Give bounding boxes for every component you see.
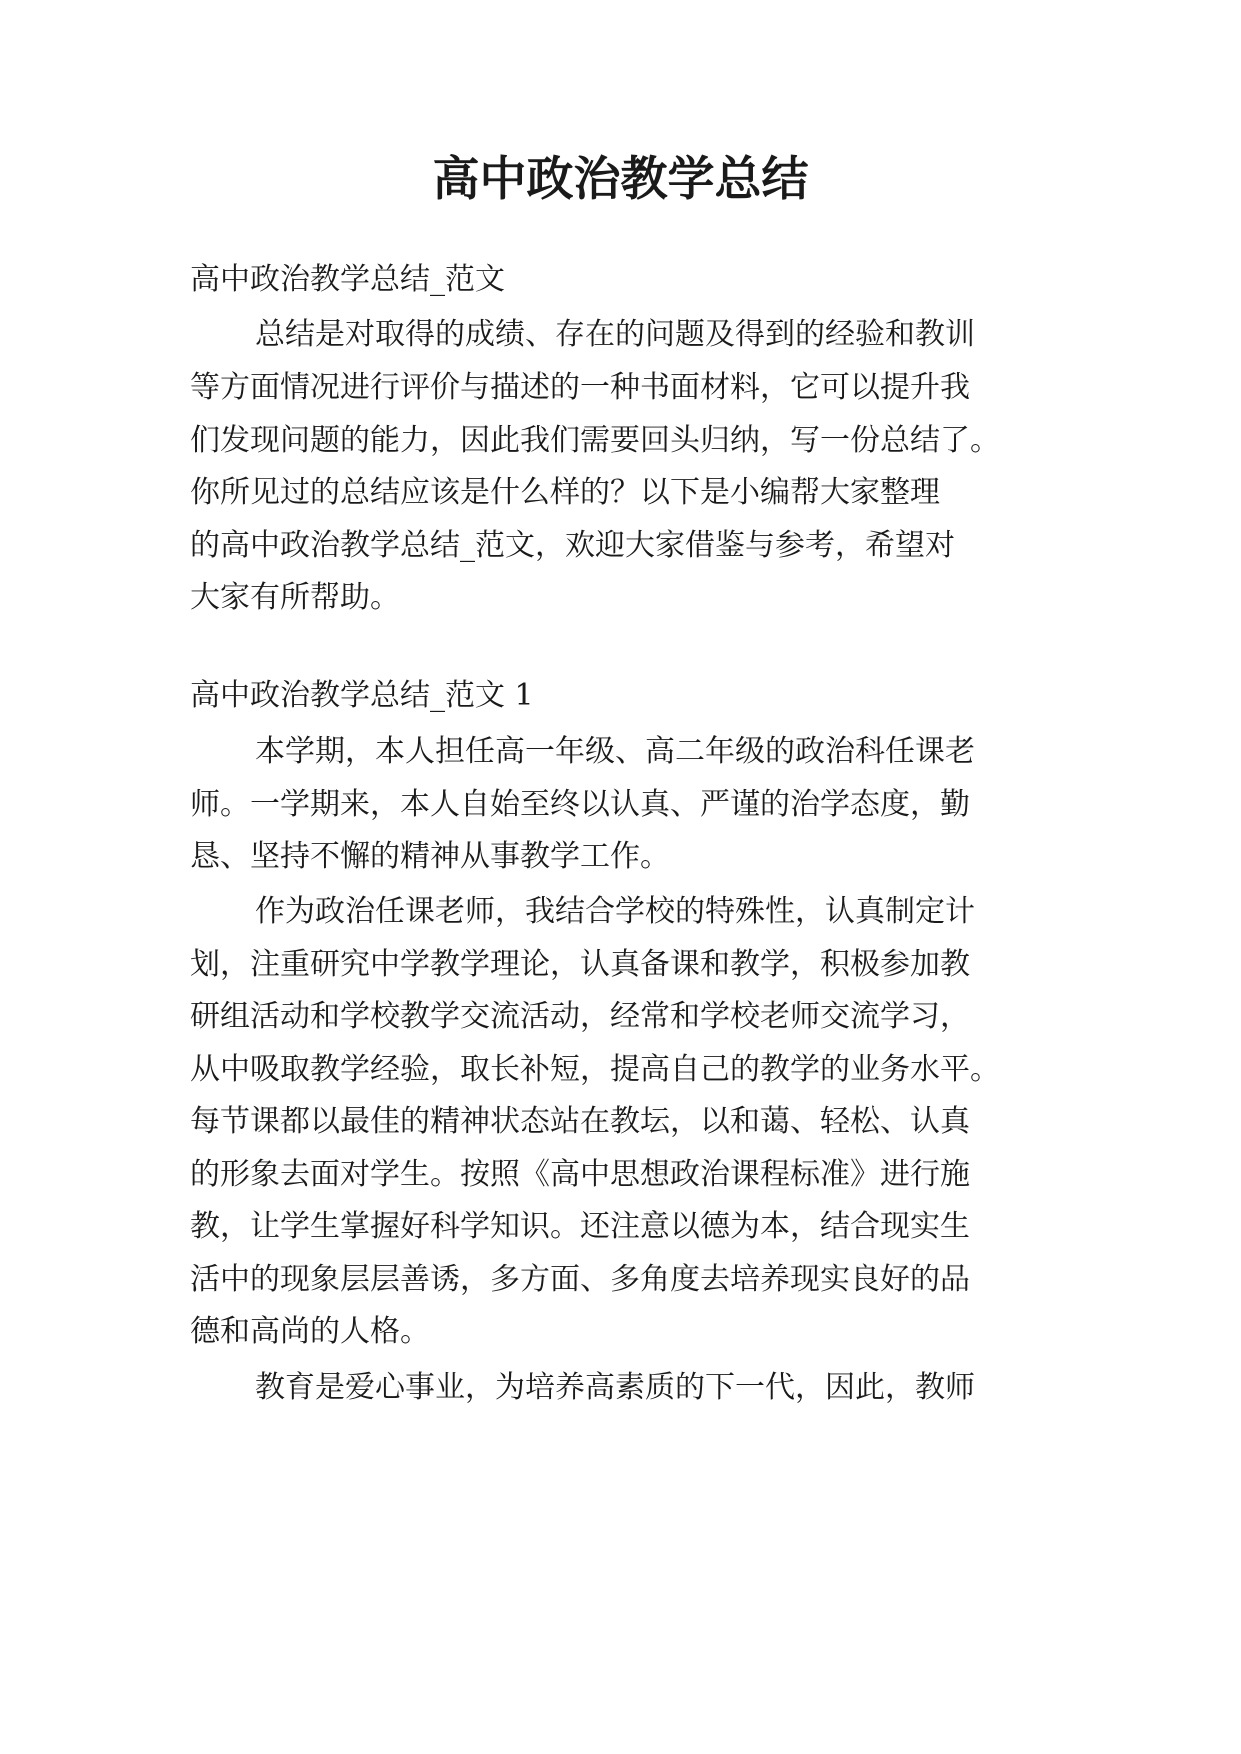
paragraph-line: 每节课都以最佳的精神状态站在教坛，以和蔼、轻松、认真	[190, 1104, 970, 1139]
paragraph-line: 德和高尚的人格。	[190, 1314, 430, 1349]
paragraph-line: 研组活动和学校教学交流活动，经常和学校老师交流学习，	[190, 999, 970, 1034]
paragraph-line: 恳、坚持不懈的精神从事教学工作。	[190, 839, 670, 874]
intro-heading: 高中政治教学总结_范文	[190, 262, 505, 297]
paragraph-line: 本学期，本人担任高一年级、高二年级的政治科任课老	[255, 734, 975, 769]
intro-line: 你所见过的总结应该是什么样的？以下是小编帮大家整理	[190, 475, 940, 510]
paragraph-line: 教育是爱心事业，为培养高素质的下一代，因此，教师	[255, 1370, 975, 1405]
paragraph-line: 教，让学生掌握好科学知识。还注意以德为本，结合现实生	[190, 1209, 970, 1244]
paragraph-line: 师。一学期来，本人自始至终以认真、严谨的治学态度，勤	[190, 787, 970, 822]
paragraph-line: 的形象去面对学生。按照《高中思想政治课程标准》进行施	[190, 1157, 970, 1192]
paragraph-line: 作为政治任课老师，我结合学校的特殊性，认真制定计	[255, 894, 975, 929]
document-title: 高中政治教学总结	[432, 152, 809, 207]
intro-line: 的高中政治教学总结_范文，欢迎大家借鉴与参考，希望对	[190, 528, 955, 563]
paragraph-line: 从中吸取教学经验，取长补短，提高自己的教学的业务水平。	[190, 1052, 1000, 1087]
intro-line: 们发现问题的能力，因此我们需要回头归纳，写一份总结了。	[190, 423, 1000, 458]
paragraph-line: 划，注重研究中学教学理论，认真备课和教学，积极参加教	[190, 947, 970, 982]
intro-line: 大家有所帮助。	[190, 580, 400, 615]
intro-line: 总结是对取得的成绩、存在的问题及得到的经验和教训	[255, 317, 975, 352]
paragraph-line: 活中的现象层层善诱，多方面、多角度去培养现实良好的品	[190, 1262, 970, 1297]
section-heading: 高中政治教学总结_范文 1	[190, 678, 534, 713]
intro-line: 等方面情况进行评价与描述的一种书面材料，它可以提升我	[190, 370, 970, 405]
